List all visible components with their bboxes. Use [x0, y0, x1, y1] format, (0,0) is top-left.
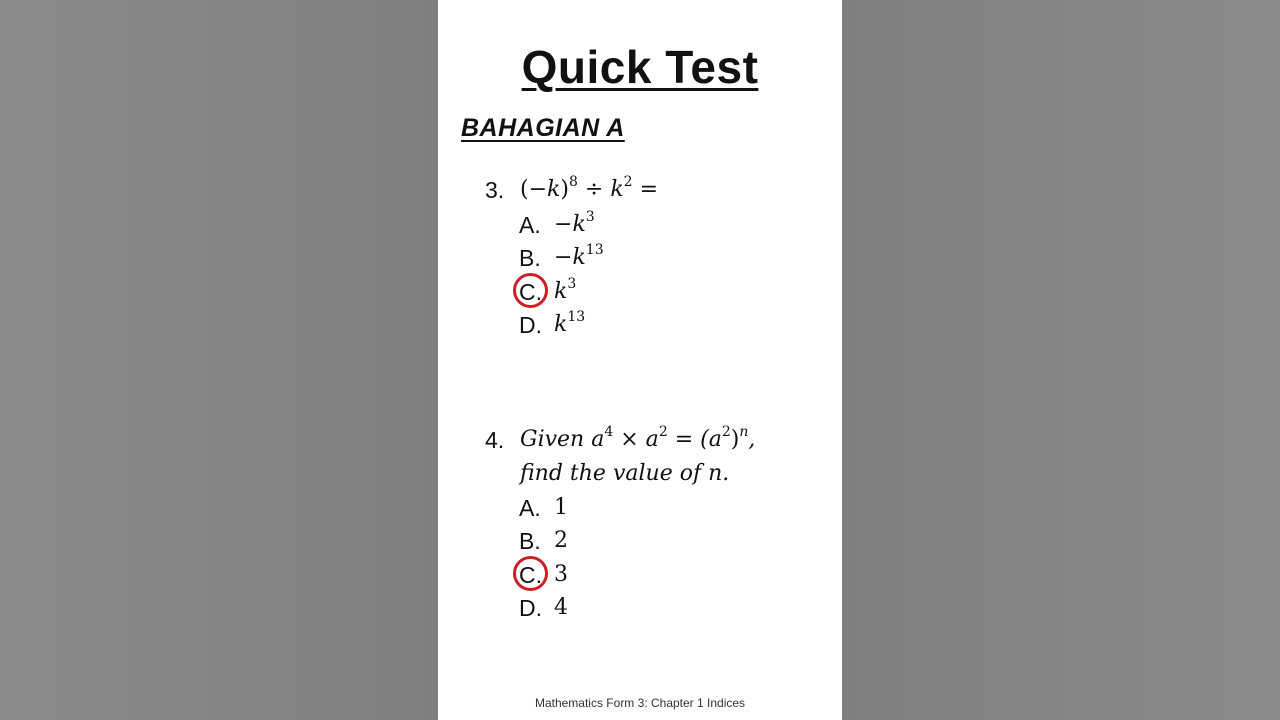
page-title: Quick Test — [521, 41, 759, 93]
right-blurred-background — [842, 0, 1280, 720]
q3-option-d-value: $k^{13}$ — [554, 309, 586, 337]
q4-option-b-value: 2 — [554, 528, 568, 553]
section-heading: BAHAGIAN A — [461, 114, 625, 142]
worksheet-page — [438, 0, 842, 720]
q3-option-a-letter: A. — [519, 212, 541, 238]
q3-option-a-value: $-k^3$ — [554, 209, 595, 237]
q3-option-b-letter: B. — [519, 245, 541, 271]
question-3-number: 3. — [485, 177, 505, 203]
q3-option-c-value: $k^3$ — [554, 276, 577, 304]
q4-option-d-letter: D. — [519, 595, 542, 621]
q4-option-b-letter: B. — [519, 528, 541, 554]
q4-option-d-value: 4 — [554, 595, 568, 620]
q3-option-d-letter: D. — [519, 312, 542, 338]
q4-option-a-letter: A. — [519, 495, 541, 521]
page-footer: Mathematics Form 3: Chapter 1 Indices — [534, 696, 746, 710]
q4-option-c-value: 3 — [554, 562, 568, 587]
question-4-line-2: find the value of n. — [520, 461, 730, 486]
question-3-expression: $(-k)^8 \div k^2$ = — [520, 174, 659, 202]
question-4-number: 4. — [485, 427, 505, 453]
left-blurred-background — [0, 0, 438, 720]
question-4-line-1: Given $a^4 \times a^2 = (a^2)^n$, — [520, 424, 756, 452]
q3-option-c-letter: C. — [519, 279, 542, 305]
q4-option-a-value: 1 — [554, 495, 568, 520]
q4-option-c-letter: C. — [519, 562, 542, 588]
q3-option-b-value: $-k^{13}$ — [554, 242, 604, 270]
